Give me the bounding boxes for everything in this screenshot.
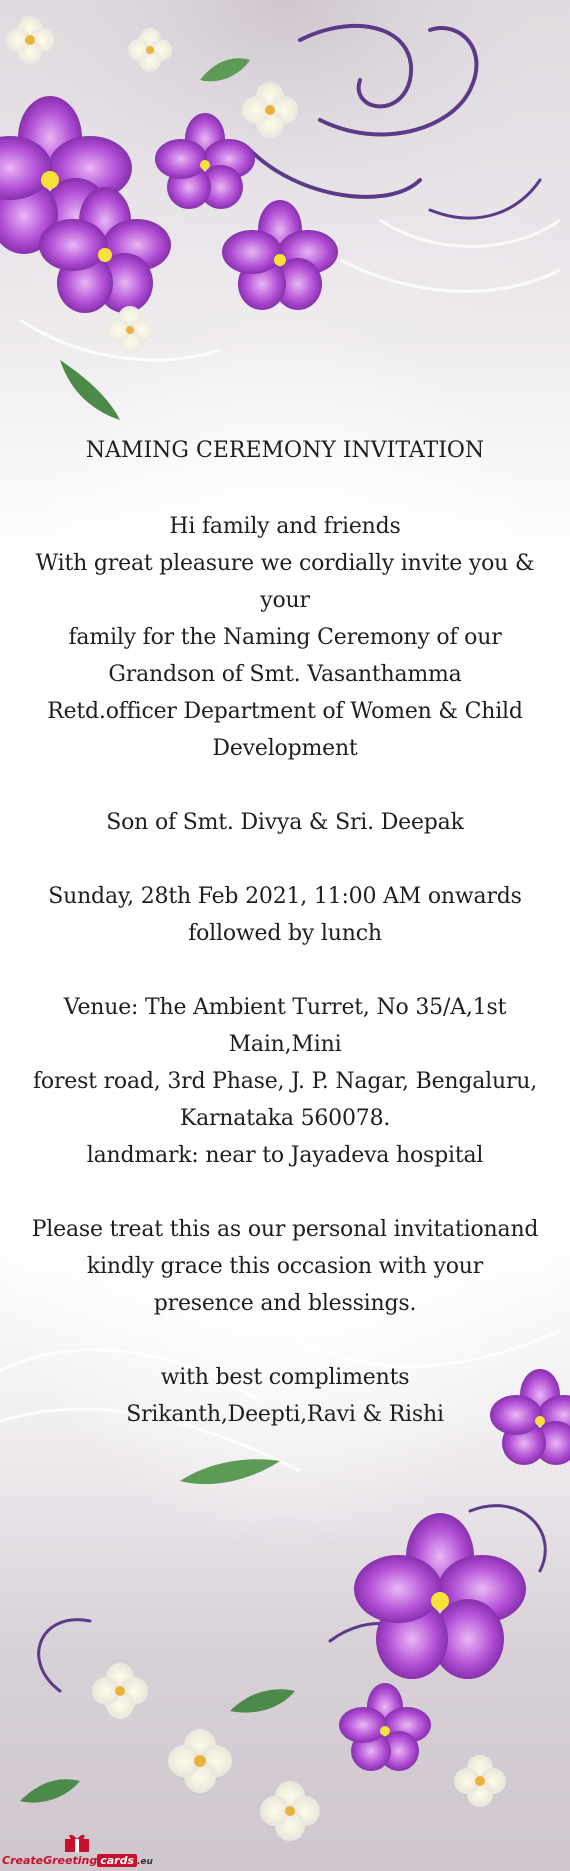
signoff-section [30,1359,540,1433]
venue-section [20,989,550,1137]
compliments-line: with best compliments [160,1365,410,1390]
parents-line: Son of Smt. Divya & Sri. Deepak [106,810,464,835]
site-watermark[interactable] [0,1831,153,1871]
venue-line: Karnataka 560078. [179,1106,391,1131]
hosts-line: Srikanth,Deepti,Ravi & Rishi [126,1402,444,1427]
watermark-text [2,1854,153,1867]
grandson-line: Grandson of Smt. Vasanthamma [108,662,462,687]
parents-section [30,804,540,841]
watermark-part-cards: cards [97,1854,137,1867]
grandparent-title-line: Retd.officer Department of Women & Child [47,699,523,724]
grandson-section [30,656,540,767]
title-text: NAMING CEREMONY INVITATION [85,438,485,463]
venue-line: forest road, 3rd Phase, J. P. Nagar, Bengaluru, [32,1069,538,1094]
gift-logo-icon [62,1831,92,1853]
watermark-part-eu: .eu [137,1857,153,1867]
landmark-line: landmark: near to Jayadeva hospital [86,1143,484,1168]
venue-line: Venue: The Ambient Turret, No 35/A,1st Main,Mini [63,995,507,1057]
request-section [30,1211,540,1322]
request-line: Please treat this as our personal invitationand [31,1217,539,1242]
meal-line: followed by lunch [188,921,382,946]
landmark-section [30,1137,540,1174]
invitation-title [30,432,540,469]
grandparent-title-line: Development [212,736,358,761]
watermark-part-createGreeting: CreateGreeting [2,1854,98,1867]
date-time-section [30,878,540,952]
invite-line: With great pleasure we cordially invite you & your [35,551,535,613]
greeting-section [30,508,540,656]
date-time-line: Sunday, 28th Feb 2021, 11:00 AM onwards [48,884,522,909]
request-line: presence and blessings. [153,1291,417,1316]
greeting-line: Hi family and friends [169,514,401,539]
top-floral-artwork [0,0,570,440]
white-blossom-icon [92,1663,506,1841]
request-line: kindly grace this occasion with your [86,1254,484,1279]
invite-line: family for the Naming Ceremony of our [68,625,502,650]
